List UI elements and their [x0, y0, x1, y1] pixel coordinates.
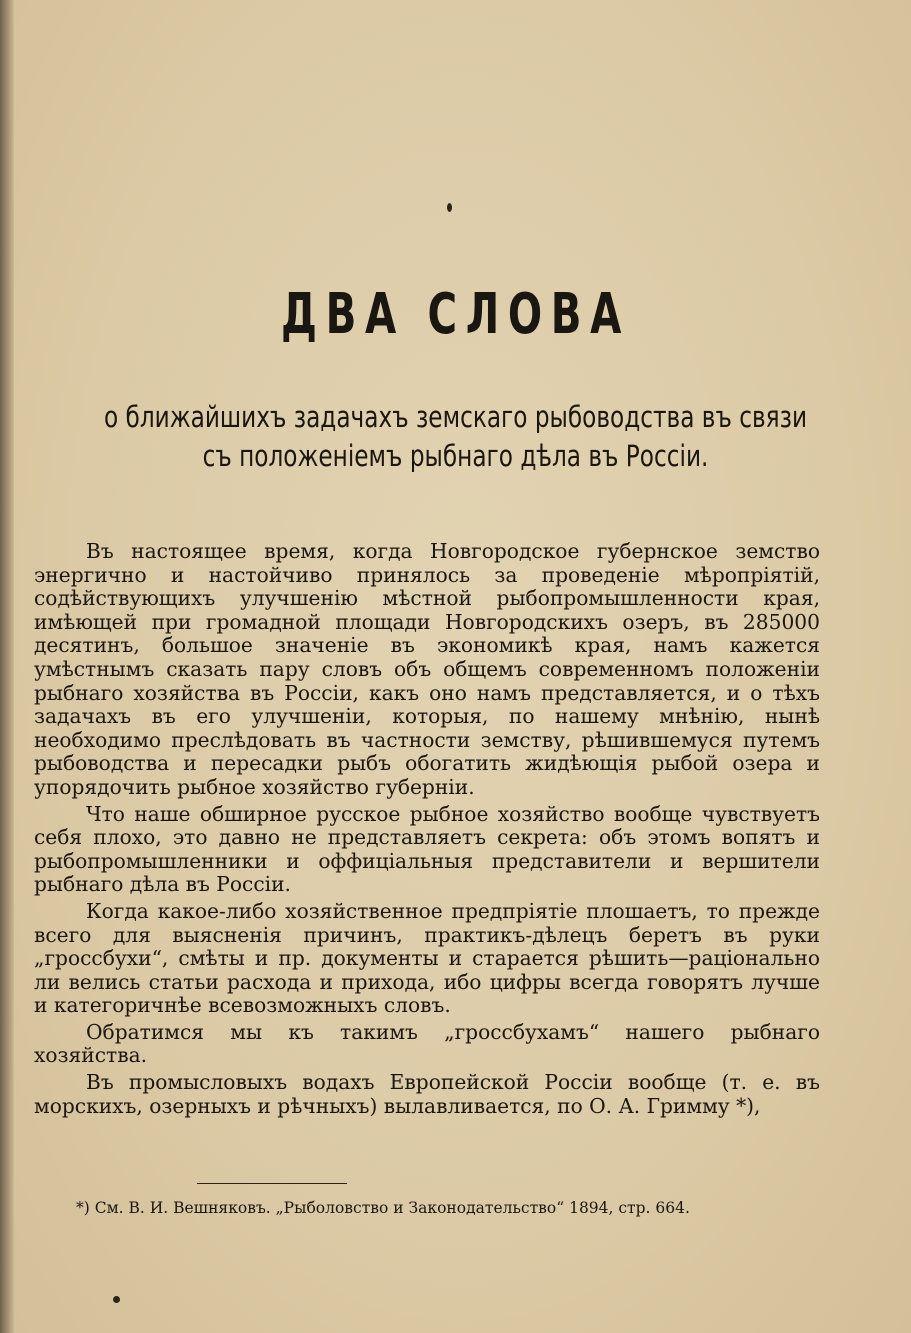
footnote-divider — [197, 1183, 347, 1184]
subtitle-line-1: о ближайшихъ задачахъ земскаго рыбоводства въ связи — [103, 400, 808, 434]
footnote: *) См. В. И. Вешняковъ. „Рыболовство и Законодательство“ 1894, стр. 664. — [76, 1199, 690, 1217]
ink-speck — [447, 203, 452, 212]
body-text — [34, 540, 820, 1121]
paragraph: Въ настоящее время, когда Новгородское губернское земство энергично и настойчиво принялось за проведенiе мѣропрiятiй, содѣйствующихъ улучшенiю мѣстной рыбопромышленности края, имѣющей при громадной площади Новгородскихъ озеръ, въ 285000 десятинъ, большое значенiе въ экономикѣ края, намъ кажется умѣстнымъ сказать пару словъ объ общемъ современномъ положенiи рыбнаго хозяйства въ Россiи, какъ оно намъ представляется, и о тѣхъ задачахъ въ его улучшенiи, которыя, по нашему мнѣнiю, нынѣ необходимо преслѣдовать въ частности земству, рѣшившемуся путемъ рыбоводства и пересадки рыбъ обогатить жидѣющiя рыбой озера и упорядочить рыбное хозяйство губернiи. — [34, 539, 820, 799]
subtitle-line-2: съ положенiемъ рыбнаго дѣла въ Россiи. — [202, 439, 709, 473]
page-subtitle — [0, 398, 911, 476]
paragraph: Что наше обширное русское рыбное хозяйство вообще чувствуетъ себя плохо, это давно не представляетъ секрета: объ этомъ вопятъ и рыбопромышленники и оффицiальныя представители и вершители рыбнаго дѣла въ Россiи. — [34, 801, 820, 897]
paragraph: Обратимся мы къ такимъ „гроссбухамъ“ нашего рыбнаго хозяйства. — [34, 1019, 820, 1068]
paragraph: Въ промысловыхъ водахъ Европейской Россiи вообще (т. е. въ морскихъ, озерныхъ и рѣчныхъ) вылавливается, по О. А. Гримму *), — [34, 1070, 820, 1118]
page-title: ДВА СЛОВА — [281, 282, 630, 347]
book-spine-shadow — [0, 0, 14, 1333]
paragraph: Когда какое-либо хозяйственное предпрiятiе плошаетъ, то прежде всего для выясненiя причинъ, практикъ-дѣлецъ беретъ въ руки „гроссбухи“, смѣты и пр. документы и старается рѣшить—рацiонально ли велись статьи расхода и прихода, ибо цифры всегда говорятъ лучше и категоричнѣе всевозможныхъ словъ. — [34, 898, 820, 1018]
ink-speck — [113, 1296, 120, 1303]
